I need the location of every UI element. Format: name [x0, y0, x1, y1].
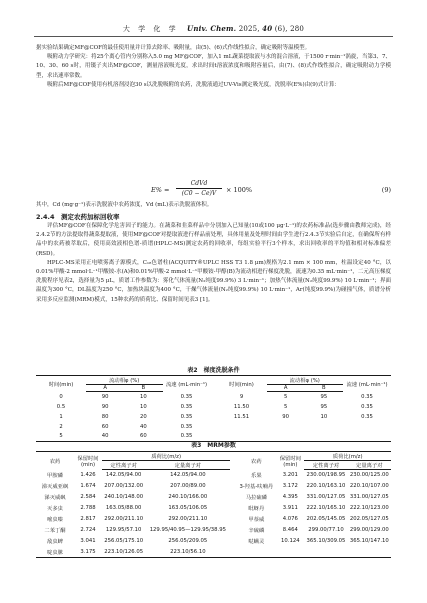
- table-cell: 2.724: [80, 527, 96, 533]
- table3-header-mz: 质荷比(m/z): [102, 452, 230, 461]
- table-cell: 240.10/148.00: [104, 494, 144, 500]
- table-cell: 1.674: [80, 483, 96, 489]
- table-cell: 222.10/123.00: [349, 505, 389, 511]
- table2-header-phase-2: 流动相φ (%): [267, 376, 344, 385]
- table-cell: 灭多虫: [47, 506, 63, 512]
- table-cell: 11.51: [233, 413, 250, 420]
- table-cell: 0.35: [361, 403, 373, 410]
- table2-header-time: 时间(min): [36, 376, 86, 392]
- table-cell: [267, 422, 305, 432]
- paragraph-isotherm: 据实验结果确定MF@COF的最佳使用量并计算去除率、吸附量，由(5)、(6)式作线性拟合，确定吸附等温模型。: [36, 45, 311, 51]
- table-cell: 202.05/145.05: [306, 516, 346, 522]
- table-cell: 80: [101, 413, 109, 420]
- table3-header-qual: 定量离子对: [145, 461, 230, 470]
- table-cell: 163.05/88.00: [105, 505, 142, 511]
- equation-times: × 100%: [226, 186, 253, 194]
- table-row: [36, 392, 391, 402]
- table-cell: 365.10/147.10: [349, 538, 389, 544]
- table-cell: 辛硫磷: [248, 528, 265, 534]
- table-cell: 163.05/106.05: [168, 505, 208, 511]
- table3-header-rt-2: 保留时间 (min): [276, 452, 304, 470]
- table-cell: 0.35: [180, 413, 193, 420]
- table-cell: 5: [283, 403, 288, 410]
- paragraph-recovery: 评估MF@COF在保障化学危害因子的能力。在蔬菜和韭菜样品中分别加入已知量(10或100 μg·L⁻¹)的农药标准品(选步骤由教师完成)，经2.4.2节的方法提取得蔬菜提取液，使用MF@COF对提取液进行样品前处理，具体用量及处理时间由学生进行2.4.3节实验后自定，在确保所有样品中的农药被萃取后，使用高效液相色谱-质谱(HPLC-MS)测定农药的回收率，每组实验平行3个样本，求出回收率的平均值和相对标准偏差(RSD)。: [36, 223, 391, 257]
- body-text-top: [36, 44, 391, 90]
- table-cell: 95: [320, 393, 328, 400]
- table-cell: 乐果: [251, 473, 262, 479]
- table-cell: 3-羟基-呋喃丹: [239, 484, 274, 490]
- table-cell: 5: [283, 393, 288, 400]
- table-cell: 0.35: [180, 393, 193, 400]
- table-row: [36, 514, 391, 525]
- table-cell: 90: [282, 413, 289, 420]
- table3-header-mz-2: 质荷比(m/z): [304, 452, 391, 461]
- paragraph-elution: 吸附后MF@COF使用有机溶剂浸泡30 s以洗脱吸附的农药，洗脱液通过UV-Vis测定吸光度，洗脱率(E%)由(9)式计算：: [47, 81, 340, 88]
- table-cell: 95: [320, 403, 328, 410]
- table-cell: 涕灭威亚砜: [41, 484, 69, 490]
- table-cell: 230.00/198.95: [306, 472, 346, 479]
- table-cell: [305, 422, 343, 432]
- table-cell: 0.35: [180, 423, 193, 430]
- table-cell: 二苯丁酮: [44, 528, 66, 534]
- table2-header-a: A: [86, 385, 124, 392]
- table-row: [36, 503, 391, 514]
- table3-header-pesticide: 农药: [36, 452, 74, 470]
- table-cell: 207.00/132.00: [104, 483, 144, 489]
- table3-header-pesticide-2: 农药: [236, 452, 276, 470]
- equation-denominator: (C0 − Ce)V: [181, 190, 217, 197]
- table-cell: 10: [140, 393, 147, 400]
- table-cell: 2: [59, 423, 63, 430]
- table-cell: 222.10/165.10: [306, 505, 346, 511]
- citation-volume: 40: [262, 24, 273, 33]
- table-cell: 敌虫蜱: [47, 539, 63, 545]
- table2-header-phase: 流动相φ (%): [86, 376, 163, 385]
- table-cell: 240.10/166.00: [168, 494, 208, 500]
- paragraph-kinetics: 吸附动力学研究：将25个离心管内分别称入5.0 mg MF@COF，加入1 mL蔬菜提取液与水的混合溶液，于1500 r·min⁻¹涡旋，当第3、7、10、30、60 s时，用镊子夹出MF@COF，测量溶液吸光度，求出时间t溶液浓度和吸附容量后，由(7)、(8)式作线性拟合，确定吸附动力学模型，求出速率常数。: [36, 54, 391, 79]
- equation-number: (9): [381, 186, 391, 194]
- table-cell: 40: [140, 423, 147, 430]
- table-cell: [304, 547, 347, 558]
- table-row: [36, 412, 391, 422]
- formula-note-block: [36, 201, 391, 210]
- table-cell: 20: [140, 413, 147, 420]
- table3-header-quant: 定性离子对: [102, 461, 145, 470]
- table3-caption: 表3 MRM参数: [191, 442, 236, 449]
- table-cell: [276, 547, 304, 558]
- table-cell: 2.817: [80, 516, 96, 522]
- table2-header-flow: 流速 (mL·min⁻¹): [163, 376, 211, 392]
- table-cell: 220.10/163.10: [306, 483, 346, 489]
- table-cell: 甲胺磷: [47, 473, 63, 479]
- table-cell: 马拉硫磷: [245, 495, 267, 501]
- running-header: [0, 24, 427, 34]
- table-cell: 223.10/126.05: [102, 547, 145, 558]
- table-cell: 90: [101, 393, 109, 400]
- table-cell: 5: [36, 432, 86, 442]
- table-cell: 8.464: [282, 527, 298, 533]
- table-cell: 292.00/211.10: [168, 516, 208, 522]
- table-cell: 10: [140, 403, 147, 410]
- table2-gradient: [36, 375, 391, 442]
- table-cell: 0.35: [163, 432, 211, 442]
- table3-header-rt: 保留时间 (min): [74, 452, 102, 470]
- table-cell: [236, 547, 276, 558]
- table-cell: 甲萘威: [248, 517, 265, 523]
- table-cell: 啶虫脒: [36, 547, 74, 558]
- table-cell: 10.124: [281, 538, 300, 544]
- table-cell: 4.076: [282, 516, 298, 522]
- table-cell: 0: [59, 393, 63, 400]
- table-cell: 1: [59, 413, 63, 420]
- table-cell: 嘧虫嗪: [47, 517, 63, 523]
- equation-numerator: CdVd: [176, 180, 222, 189]
- table-cell: 0.5: [56, 403, 66, 410]
- table-cell: 256.05/175.10: [104, 538, 144, 544]
- equation-fraction: [176, 180, 222, 197]
- table-cell: 60: [124, 432, 162, 442]
- table-cell: 9: [239, 393, 244, 400]
- table-row: [36, 536, 391, 547]
- table2-caption: 表2 梯度洗脱条件: [187, 367, 240, 374]
- table-row: [36, 470, 391, 481]
- citation-prefix: 2025,: [236, 25, 263, 33]
- table-cell: 331.00/127.05: [349, 494, 389, 500]
- table-cell: 2.584: [80, 494, 96, 500]
- table-cell: 60: [101, 423, 109, 430]
- journal-name-cn: 大 学 化 学: [122, 25, 179, 33]
- table-cell: 3.041: [80, 538, 96, 544]
- formula-note: 其中，Cd (mg·g⁻¹)表示洗脱液中农药浓度，Vd (mL)表示洗脱液体积。: [36, 202, 213, 208]
- table-row: [36, 492, 391, 503]
- table-cell: 299.00/129.00: [349, 527, 389, 533]
- table-cell: 3.172: [282, 483, 298, 489]
- table2-header-time-2: 时间(min): [217, 376, 267, 392]
- table3-header-quant-2: 定性离子对: [304, 461, 347, 470]
- table-row: [36, 422, 391, 432]
- table-cell: [217, 422, 267, 432]
- table-cell: 2.788: [80, 505, 96, 511]
- table-cell: 0.35: [180, 403, 193, 410]
- equation-9: [36, 180, 391, 200]
- table3-header-qual-2: 定量离子对: [348, 461, 391, 470]
- table-cell: 吡蚜丹: [248, 506, 265, 512]
- table-cell: 90: [101, 403, 109, 410]
- table-cell: 202.05/127.05: [349, 516, 389, 522]
- paragraph-hplc-ms: HPLC-MS采用正电喷雾离子源模式，C₁₈色谱柱(ACQUITY®UPLC HSS T3 1.8 μm)规格为2.1 mm × 100 mm，柱温设定40 °C，以0.01%甲酸-2 mmol·L⁻¹甲酸铵-水(A)和0.01%甲酸-2 mmol·L⁻¹甲酸铵-甲醇(B)为流动相进行梯度洗脱，流速为0.35 mL·min⁻¹，二元高压梯度洗脱程序见表2，选择量为5 μL，质谱工作参数为：雾化气体流量(N₂纯度99.9%) 3 L·min⁻¹；加热气体流量(N₂纯度99.9%) 10 L·min⁻¹；界面温度为300 °C，DL温度为250 °C，加热块温度为400 °C，干燥气体流量(N₂纯度99.9%) 10 L·min⁻¹，Ar(纯度99.9%)为碰撞气体，质谱分析采用多反应监测(MRM)模式，15种农药的质荷比、保留时间见表3 [1]。: [36, 259, 391, 303]
- table-row: [36, 547, 391, 558]
- equation-lhs: E% =: [151, 186, 170, 194]
- citation-issue-page: (6), 280: [272, 25, 305, 33]
- table2-header-b-2: B: [305, 385, 343, 392]
- table-cell: 11.50: [233, 403, 250, 410]
- table2-header-b: B: [124, 385, 162, 392]
- table-cell: 涕灭威砜: [44, 495, 66, 501]
- header-rule: [34, 36, 393, 37]
- table-cell: 0.35: [361, 413, 373, 420]
- table-cell: [348, 547, 391, 558]
- table2-header-a-2: A: [267, 385, 305, 392]
- table-cell: 129.95/57.10: [105, 527, 142, 533]
- table-cell: 0.35: [361, 393, 373, 400]
- table-cell: 4.395: [282, 494, 298, 500]
- table2-header-flow-2: 流速 (mL·min⁻¹): [343, 376, 391, 392]
- table-cell: [343, 422, 391, 432]
- table-row: [36, 481, 391, 492]
- table-cell: 230.00/125.00: [349, 472, 389, 479]
- table-cell: 299.00/77.10: [308, 527, 344, 533]
- journal-name-en: Univ. Chem.: [187, 24, 237, 33]
- table-cell: 331.00/127.05: [306, 494, 346, 500]
- section-heading: 2.4.4 测定农药加标回收率: [36, 213, 120, 221]
- table-cell: 256.05/209.05: [168, 538, 208, 544]
- table-cell: 3.201: [282, 472, 298, 478]
- table-cell: 220.10/107.00: [349, 483, 389, 489]
- table-cell: 129.95/40.95—129.95/38.95: [149, 527, 226, 533]
- table-cell: 142.05/94.00: [105, 472, 142, 479]
- table-cell: 142.05/94.00: [170, 472, 206, 479]
- table-cell: 365.10/309.05: [306, 538, 346, 544]
- table-cell: 292.00/211.10: [104, 516, 144, 522]
- table-cell: 3.175: [74, 547, 102, 558]
- table-cell: 哒螨灵: [248, 539, 265, 545]
- table-cell: 223.10/56.10: [145, 547, 230, 558]
- table-cell: 3.911: [282, 505, 298, 511]
- body-text-bottom: [36, 222, 391, 305]
- table-cell: 10: [320, 413, 328, 420]
- table-row: [36, 402, 391, 412]
- table-row: [36, 525, 391, 536]
- table-cell: 207.00/89.00: [170, 483, 206, 489]
- table-cell: 1.426: [80, 472, 96, 478]
- table3-mrm: [36, 451, 391, 558]
- table-cell: 40: [86, 432, 124, 442]
